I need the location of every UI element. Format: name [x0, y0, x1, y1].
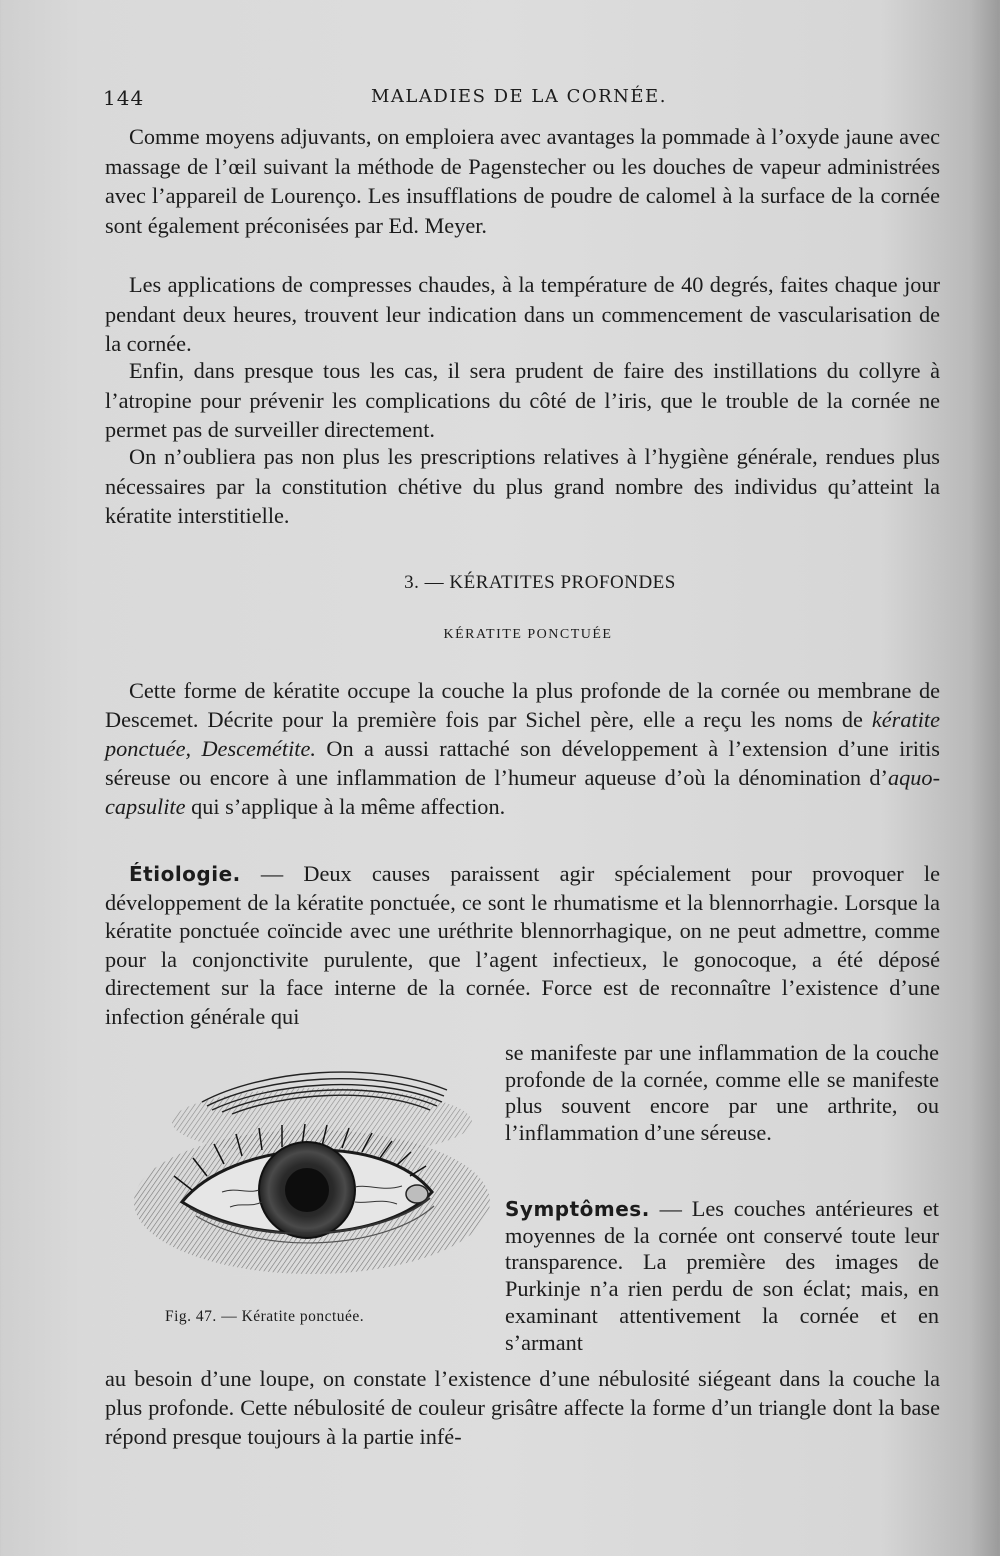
figure-caption-text: — Kératite ponctuée. [216, 1308, 365, 1325]
section-subheading: KÉRATITE PONCTUÉE [443, 627, 613, 642]
intro-italic-aquo: aquo-capsulite [105, 765, 940, 819]
figure-caption [165, 1308, 364, 1326]
intro-text-1: Cette forme de kératite occupe la couche la plus profonde de la cornée ou membrane de Descemet. Décrite pour la première fois par Sichel père, elle a reçu les noms de [105, 678, 940, 732]
paragraph-adjuvants: Comme moyens adjuvants, on emploiera avec avantages la pommade à l’oxyde jaune avec massage de l’œil suivant la méthode de Pagenstecher ou les douches de vapeur administrées avec l’appareil de Lourenço. Les insufflations de poudre de calomel à la surface de la cornée sont également préconisées par Ed. Meyer. [105, 124, 940, 239]
paragraph-hygiene: On n’oubliera pas non plus les prescriptions relatives à l’hygiène générale, rendues plus nécessaires par la constitution chétive du plus grand nombre des individus qu’atteint la kératite interstitielle. [105, 444, 940, 529]
etiologie-heading: Étiologie. [129, 862, 241, 886]
symptomes-heading: Symptômes. [505, 1197, 650, 1221]
symptomes-text: — Les couches antérieures et moyennes de la cornée ont conservé toute leur transparence. La première des images de Purkinje n’a rien perdu de son éclat; mais, en examinant attentivement la cornée et en s’armant [505, 1196, 939, 1355]
running-header [103, 86, 941, 116]
paragraph-symptomes [505, 1196, 939, 1356]
intro-text-3: qui s’applique à la même affection. [185, 794, 506, 819]
running-title: MALADIES DE LA CORNÉE. [371, 86, 667, 107]
intro-italic-names: kératite ponctuée, Descemétite. [105, 707, 940, 761]
etiologie-text: — Deux causes paraissent agir spécialement pour provoquer le développement de la kératite ponctuée, ce sont le rhumatisme et la blennorrhagie. Lorsque la kératite ponctuée coïncide avec une uréthrite blennorrhagique, on ne peut admettre, comme pour la conjonctivite purulente, que l’agent infectieux, le gonocoque, a été déposé directement sur la face interne de la cornée. Force est de reconnaître l’existence d’une infection générale qui [105, 861, 940, 1029]
page-number: 144 [103, 86, 145, 110]
paragraph-compresses: Les applications de compresses chaudes, à la température de 40 degrés, faites chaque jour pendant deux heures, trouvent leur indication dans un commencement de vascularisation de la cornée. [105, 272, 940, 357]
pupil [285, 1168, 329, 1212]
symptomes-continuation: au besoin d’une loupe, on constate l’existence d’une nébulosité siégeant dans la couche la plus profonde. Cette nébulosité de couleur grisâtre affecte la forme d’un triangle dont la base répond presque toujours à la partie infé- [105, 1366, 940, 1449]
intro-text-2: On a aussi rattaché son développement à l’extension d’une iritis séreuse ou encore à une inflammation de l’humeur aqueuse d’où la dénomination d’ [105, 736, 940, 790]
etiologie-continuation: se manifeste par une inflammation de la couche profonde de la cornée, comme elle se manifeste plus souvent encore par une arthrite, ou l’inflammation d’une séreuse. [505, 1040, 939, 1145]
paragraph-intro [105, 676, 940, 821]
section-heading: 3. — KÉRATITES PROFONDES [404, 572, 676, 593]
figure-label: Fig. 47. [165, 1308, 217, 1325]
paragraph-atropine: Enfin, dans presque tous les cas, il sera prudent de faire des instillations du collyre à l’atropine pour prévenir les complications du côté de l’iris, que le trouble de la cornée ne permet pas de surveiller directement. [105, 358, 940, 443]
eye-illustration [112, 1062, 498, 1278]
paragraph-etiologie [105, 860, 940, 1031]
eye-figure [112, 1062, 498, 1278]
caruncle [406, 1185, 428, 1203]
